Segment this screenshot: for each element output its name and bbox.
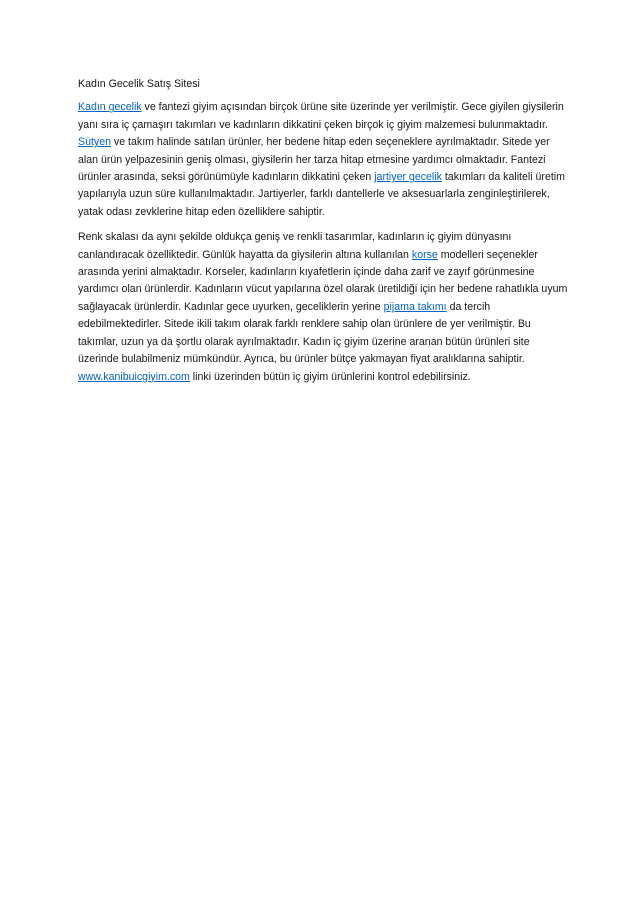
paragraph-2-text-3: da tercih edebilmektedirler. Sitede ikili takım olarak farklı renklere sahip olan ürünlere de yer verilmiştir. Bu takımlar, uzun ya da şortlu olarak ayrılmaktadır. Kadın iç giyim üzerine aranan bütün ürünleri site üzerinde bulabilmeniz mümkündür. Ayrıca, bu ürünler bütçe yakmayan fiyat aralıklarına sahiptir. [78,300,531,366]
paragraph-2 [78,229,568,386]
document-page [78,76,568,394]
paragraph-1-text-2: ve takım halinde satılan ürünler, her bedene hitap eden seçeneklere ayrılmaktadır. Sitede yer alan ürün yelpazesinin geniş olması, giysilerin her tarza hitap etmesine yardımcı olmaktadır. Fantezi ürünler arasında, seksi görünümüyle kadınların dikkatini çeken [78,136,550,184]
document-title: Kadın Gecelik Satış Sitesi [78,78,200,90]
link-kadin-gecelik[interactable]: Kadın gecelik [78,101,142,114]
paragraph-1 [78,99,568,221]
paragraph-1-text-3: takımları da kaliteli üretim yapılarıyla uzun süre kullanılmaktadır. Jartiyerler, farklı dantellerle ve aksesuarlarla zenginleştirilerek, yatak odası zevklerine hitap eden özelliklere sahiptir. [78,171,565,218]
link-pijama-takimi[interactable]: pijama takımı [383,300,447,313]
paragraph-2-text-4: linki üzerinden bütün iç giyim ürünlerini kontrol edebilirsiniz. [189,370,471,383]
paragraph-2-text-1: Renk skalası da aynı şekilde oldukça geniş ve renkli tasarımlar, kadınların iç giyim dünyasını canlandıracak özelliktedir. Günlük hayatta da giysilerin altına kullanılan [78,231,512,261]
paragraph-2-text-2: modelleri seçenekler arasında yerini almaktadır. Korseler, kadınların kıyafetlerin içinde daha zarif ve zayıf görünmesine yardımcı olan ürünlerdir. Kadınların vücut yapılarına özel olarak üretildiği için her bedene rahatlıkla uyum sağlayacak ürünlerdir. Kadınlar gece uyurken, geceliklerin yerine [78,248,568,313]
link-korse[interactable]: korse [411,248,438,261]
paragraph-1-text-1: ve fantezi giyim açısından birçok ürüne site üzerinde yer verilmiştir. Gece giyilen giysilerin yanı sıra iç çamaşırı takımları ve kadınların dikkatini çeken birçok iç giyim malzemesi bulunmaktadır. [78,101,564,131]
link-jartiyer-gecelik[interactable]: jartiyer gecelik [374,171,442,184]
link-sutyen[interactable]: Sütyen [78,136,111,149]
link-website[interactable]: www.kanibuicgiyim.com [78,370,190,383]
